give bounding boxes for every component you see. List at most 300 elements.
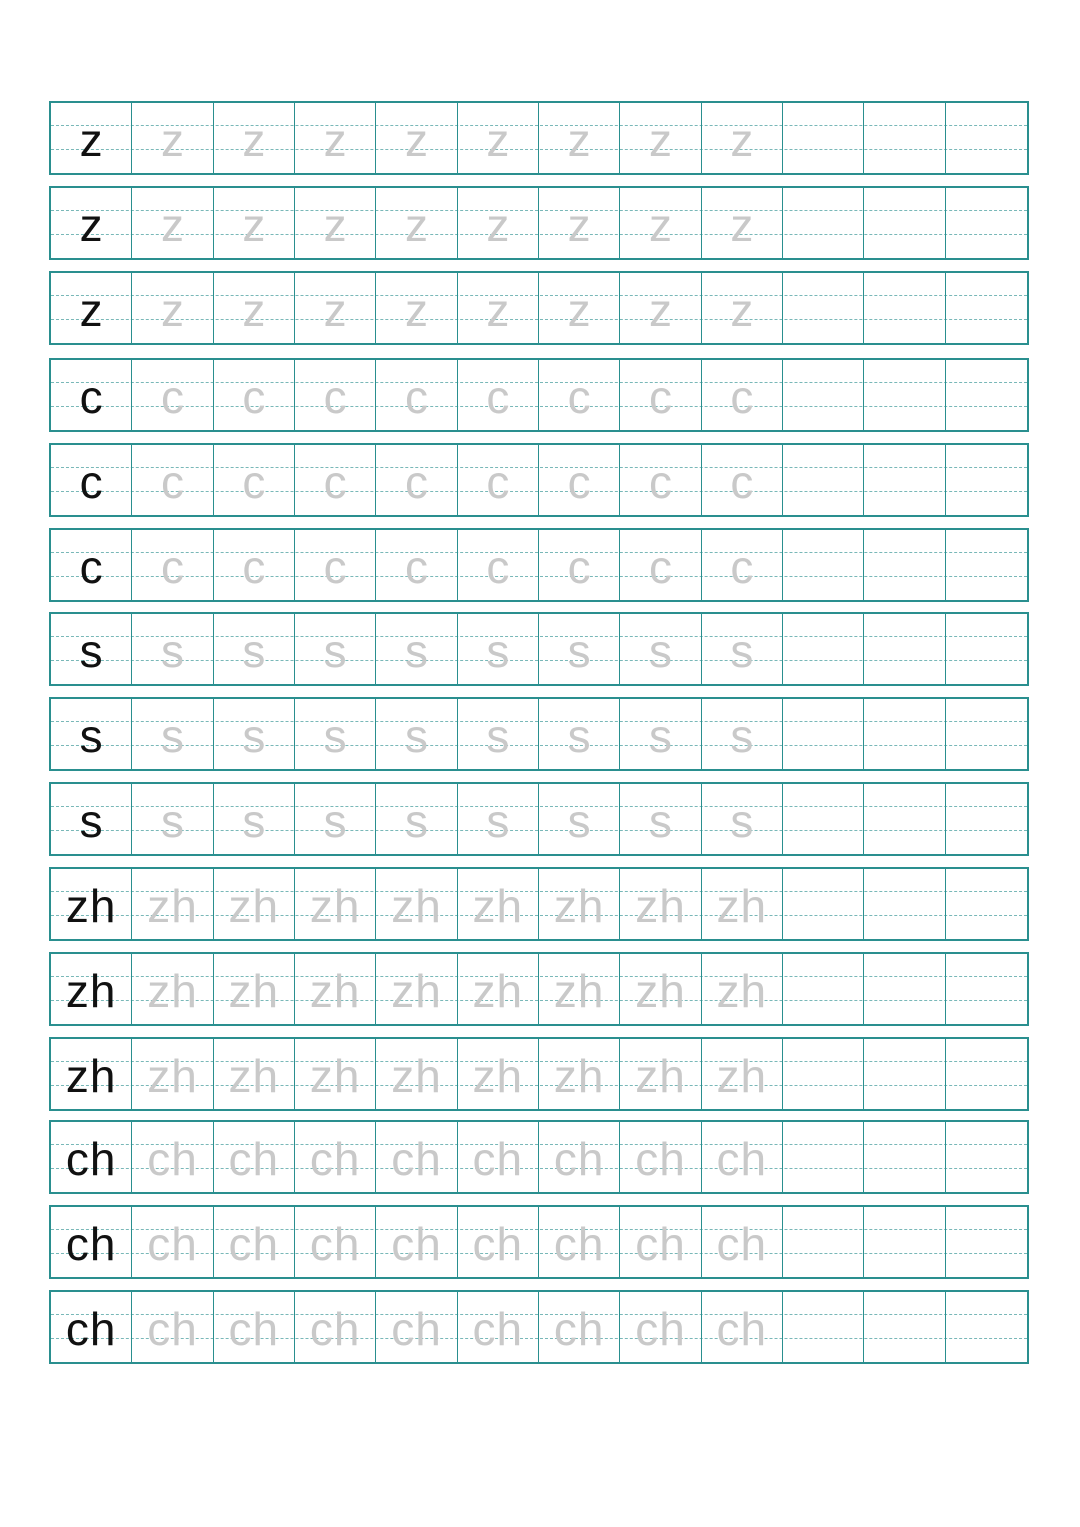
trace-letter: c xyxy=(160,456,184,508)
trace-letter: ch xyxy=(391,1133,442,1185)
blank-writing-cell[interactable] xyxy=(864,273,945,343)
trace-letter: z xyxy=(242,284,266,336)
trace-letter-cell[interactable] xyxy=(376,445,457,515)
trace-letter-cell[interactable] xyxy=(702,188,783,258)
blank-writing-cell[interactable] xyxy=(864,1292,945,1362)
trace-letter-cell[interactable] xyxy=(458,954,539,1024)
trace-letter: s xyxy=(567,795,591,847)
trace-letter: zh xyxy=(228,880,280,932)
practice-row xyxy=(49,1120,1029,1194)
blank-writing-cell[interactable] xyxy=(783,445,864,515)
practice-row xyxy=(49,186,1029,260)
trace-letter: zh xyxy=(553,1050,605,1102)
blank-writing-cell[interactable] xyxy=(783,273,864,343)
trace-letter: s xyxy=(567,710,591,762)
trace-letter-cell[interactable] xyxy=(620,445,701,515)
trace-letter-cell[interactable] xyxy=(620,273,701,343)
trace-letter: s xyxy=(323,710,347,762)
trace-letter: zh xyxy=(147,965,198,1017)
trace-letter-cell[interactable] xyxy=(376,103,457,173)
blank-writing-cell[interactable] xyxy=(864,103,945,173)
trace-letter-cell[interactable] xyxy=(458,1122,539,1192)
trace-letter-cell[interactable] xyxy=(295,1122,376,1192)
blank-writing-cell[interactable] xyxy=(946,869,1027,939)
model-letter: s xyxy=(79,710,103,762)
trace-letter-cell[interactable] xyxy=(376,273,457,343)
trace-letter: ch xyxy=(391,1218,442,1270)
blank-writing-cell[interactable] xyxy=(946,1039,1027,1109)
trace-letter-cell[interactable] xyxy=(702,273,783,343)
trace-letter-cell[interactable] xyxy=(458,188,539,258)
trace-letter-cell[interactable] xyxy=(458,445,539,515)
blank-writing-cell[interactable] xyxy=(946,1207,1027,1277)
trace-letter-cell[interactable] xyxy=(132,1292,213,1362)
trace-letter-cell[interactable] xyxy=(132,360,213,430)
blank-writing-cell[interactable] xyxy=(946,784,1027,854)
trace-letter-cell[interactable] xyxy=(539,273,620,343)
blank-writing-cell[interactable] xyxy=(783,699,864,769)
blank-writing-cell[interactable] xyxy=(783,869,864,939)
trace-letter-cell[interactable] xyxy=(132,273,213,343)
trace-letter-cell[interactable] xyxy=(376,188,457,258)
trace-letter: c xyxy=(323,456,347,508)
model-letter-cell xyxy=(51,699,132,769)
blank-writing-cell[interactable] xyxy=(946,699,1027,769)
trace-letter: c xyxy=(160,541,184,593)
trace-letter: c xyxy=(242,541,266,593)
trace-letter-cell[interactable] xyxy=(376,954,457,1024)
trace-letter: s xyxy=(486,625,510,677)
trace-letter: z xyxy=(160,284,184,336)
trace-letter: z xyxy=(242,199,266,251)
trace-letter-cell[interactable] xyxy=(295,1207,376,1277)
trace-letter-cell[interactable] xyxy=(214,273,295,343)
trace-letter-cell[interactable] xyxy=(702,1039,783,1109)
trace-letter-cell[interactable] xyxy=(295,699,376,769)
blank-writing-cell[interactable] xyxy=(864,1122,945,1192)
trace-letter-cell[interactable] xyxy=(376,784,457,854)
trace-letter: zh xyxy=(228,965,280,1017)
trace-letter-cell[interactable] xyxy=(458,530,539,600)
trace-letter-cell[interactable] xyxy=(539,784,620,854)
trace-letter: c xyxy=(160,371,184,423)
trace-letter-cell[interactable] xyxy=(620,188,701,258)
blank-writing-cell[interactable] xyxy=(864,614,945,684)
trace-letter-cell[interactable] xyxy=(132,188,213,258)
blank-writing-cell[interactable] xyxy=(783,954,864,1024)
trace-letter: zh xyxy=(472,1050,524,1102)
blank-writing-cell[interactable] xyxy=(946,360,1027,430)
model-letter-cell xyxy=(51,614,132,684)
trace-letter-cell[interactable] xyxy=(539,869,620,939)
trace-letter-cell[interactable] xyxy=(702,614,783,684)
trace-letter-cell[interactable] xyxy=(376,1292,457,1362)
blank-writing-cell[interactable] xyxy=(864,869,945,939)
model-letter: ch xyxy=(65,1218,117,1270)
trace-letter-cell[interactable] xyxy=(539,445,620,515)
model-letter-cell xyxy=(51,445,132,515)
trace-letter-cell[interactable] xyxy=(132,699,213,769)
trace-letter: z xyxy=(486,114,510,166)
trace-letter-cell[interactable] xyxy=(132,784,213,854)
blank-writing-cell[interactable] xyxy=(946,103,1027,173)
model-letter: z xyxy=(79,284,103,336)
trace-letter: z xyxy=(323,114,347,166)
model-letter: z xyxy=(79,114,103,166)
trace-letter-cell[interactable] xyxy=(702,1122,783,1192)
trace-letter-cell[interactable] xyxy=(295,869,376,939)
trace-letter: z xyxy=(160,114,184,166)
trace-letter-cell[interactable] xyxy=(214,784,295,854)
model-letter-cell xyxy=(51,1292,132,1362)
trace-letter: zh xyxy=(309,880,361,932)
trace-letter: zh xyxy=(309,1050,361,1102)
trace-letter: c xyxy=(242,456,266,508)
trace-letter: s xyxy=(160,795,184,847)
blank-writing-cell[interactable] xyxy=(864,699,945,769)
trace-letter-cell[interactable] xyxy=(295,784,376,854)
trace-letter-cell[interactable] xyxy=(214,530,295,600)
trace-letter-cell[interactable] xyxy=(376,699,457,769)
trace-letter-cell[interactable] xyxy=(702,699,783,769)
blank-writing-cell[interactable] xyxy=(946,273,1027,343)
blank-writing-cell[interactable] xyxy=(864,530,945,600)
blank-writing-cell[interactable] xyxy=(864,360,945,430)
trace-letter-cell[interactable] xyxy=(702,869,783,939)
trace-letter: zh xyxy=(553,965,605,1017)
trace-letter-cell[interactable] xyxy=(702,103,783,173)
trace-letter: zh xyxy=(391,1050,442,1102)
trace-letter-cell[interactable] xyxy=(295,1292,376,1362)
blank-writing-cell[interactable] xyxy=(783,784,864,854)
trace-letter-cell[interactable] xyxy=(132,954,213,1024)
trace-letter-cell[interactable] xyxy=(458,1039,539,1109)
trace-letter: c xyxy=(404,541,428,593)
trace-letter: ch xyxy=(309,1133,361,1185)
trace-letter-cell[interactable] xyxy=(539,1207,620,1277)
trace-letter-cell[interactable] xyxy=(295,103,376,173)
trace-letter: zh xyxy=(635,965,686,1017)
trace-letter-cell[interactable] xyxy=(132,445,213,515)
trace-letter-cell[interactable] xyxy=(214,1207,295,1277)
trace-letter-cell[interactable] xyxy=(458,273,539,343)
trace-letter-cell[interactable] xyxy=(132,869,213,939)
trace-letter: ch xyxy=(635,1303,686,1355)
trace-letter: s xyxy=(242,710,266,762)
trace-letter-cell[interactable] xyxy=(539,103,620,173)
practice-row xyxy=(49,101,1029,175)
trace-letter-cell[interactable] xyxy=(539,1039,620,1109)
model-letter-cell xyxy=(51,188,132,258)
trace-letter: s xyxy=(160,625,184,677)
trace-letter: zh xyxy=(147,1050,198,1102)
trace-letter-cell[interactable] xyxy=(539,360,620,430)
trace-letter: z xyxy=(323,284,347,336)
trace-letter-cell[interactable] xyxy=(702,1207,783,1277)
blank-writing-cell[interactable] xyxy=(783,614,864,684)
trace-letter-cell[interactable] xyxy=(458,103,539,173)
trace-letter-cell[interactable] xyxy=(295,188,376,258)
letter-group-ch xyxy=(49,1120,1029,1364)
trace-letter-cell[interactable] xyxy=(620,1292,701,1362)
trace-letter-cell[interactable] xyxy=(376,1122,457,1192)
trace-letter-cell[interactable] xyxy=(702,784,783,854)
practice-row xyxy=(49,528,1029,602)
blank-writing-cell[interactable] xyxy=(946,188,1027,258)
trace-letter-cell[interactable] xyxy=(620,869,701,939)
blank-writing-cell[interactable] xyxy=(946,1292,1027,1362)
blank-writing-cell[interactable] xyxy=(783,530,864,600)
model-letter: ch xyxy=(65,1133,117,1185)
trace-letter-cell[interactable] xyxy=(132,1122,213,1192)
trace-letter-cell[interactable] xyxy=(539,1122,620,1192)
trace-letter-cell[interactable] xyxy=(214,954,295,1024)
blank-writing-cell[interactable] xyxy=(946,445,1027,515)
trace-letter-cell[interactable] xyxy=(702,530,783,600)
model-letter-cell xyxy=(51,103,132,173)
model-letter-cell xyxy=(51,784,132,854)
trace-letter: z xyxy=(404,114,428,166)
trace-letter: zh xyxy=(228,1050,280,1102)
model-letter-cell xyxy=(51,1207,132,1277)
trace-letter-cell[interactable] xyxy=(295,273,376,343)
practice-row xyxy=(49,697,1029,771)
trace-letter-cell[interactable] xyxy=(132,1207,213,1277)
trace-letter: ch xyxy=(635,1133,686,1185)
trace-letter: ch xyxy=(147,1133,198,1185)
trace-letter: ch xyxy=(309,1303,361,1355)
trace-letter: z xyxy=(567,199,591,251)
trace-letter-cell[interactable] xyxy=(458,360,539,430)
trace-letter-cell[interactable] xyxy=(214,1122,295,1192)
trace-letter: s xyxy=(323,795,347,847)
trace-letter: z xyxy=(648,199,672,251)
trace-letter-cell[interactable] xyxy=(132,614,213,684)
trace-letter: zh xyxy=(716,965,768,1017)
blank-writing-cell[interactable] xyxy=(783,103,864,173)
blank-writing-cell[interactable] xyxy=(864,1039,945,1109)
trace-letter: zh xyxy=(391,880,442,932)
blank-writing-cell[interactable] xyxy=(864,1207,945,1277)
trace-letter-cell[interactable] xyxy=(295,445,376,515)
trace-letter: ch xyxy=(391,1303,442,1355)
trace-letter-cell[interactable] xyxy=(214,360,295,430)
trace-letter-cell[interactable] xyxy=(539,699,620,769)
trace-letter: zh xyxy=(553,880,605,932)
trace-letter-cell[interactable] xyxy=(132,530,213,600)
trace-letter: z xyxy=(730,114,754,166)
blank-writing-cell[interactable] xyxy=(864,954,945,1024)
trace-letter-cell[interactable] xyxy=(458,614,539,684)
blank-writing-cell[interactable] xyxy=(946,614,1027,684)
practice-row xyxy=(49,952,1029,1026)
trace-letter: zh xyxy=(391,965,442,1017)
trace-letter-cell[interactable] xyxy=(295,360,376,430)
trace-letter: zh xyxy=(716,1050,768,1102)
trace-letter: c xyxy=(486,371,510,423)
model-letter: zh xyxy=(65,965,117,1017)
trace-letter-cell[interactable] xyxy=(458,869,539,939)
practice-row xyxy=(49,1290,1029,1364)
model-letter: ch xyxy=(65,1303,117,1355)
trace-letter-cell[interactable] xyxy=(702,1292,783,1362)
trace-letter: z xyxy=(567,114,591,166)
model-letter: zh xyxy=(65,880,117,932)
trace-letter-cell[interactable] xyxy=(539,1292,620,1362)
trace-letter-cell[interactable] xyxy=(295,1039,376,1109)
model-letter-cell xyxy=(51,1122,132,1192)
model-letter: c xyxy=(79,371,103,423)
blank-writing-cell[interactable] xyxy=(946,954,1027,1024)
blank-writing-cell[interactable] xyxy=(946,530,1027,600)
trace-letter: c xyxy=(648,371,672,423)
blank-writing-cell[interactable] xyxy=(783,1207,864,1277)
model-letter-cell xyxy=(51,530,132,600)
trace-letter: s xyxy=(486,795,510,847)
trace-letter-cell[interactable] xyxy=(295,614,376,684)
trace-letter: s xyxy=(730,625,754,677)
model-letter: c xyxy=(79,456,103,508)
practice-row xyxy=(49,358,1029,432)
trace-letter: c xyxy=(486,456,510,508)
trace-letter-cell[interactable] xyxy=(214,188,295,258)
trace-letter: s xyxy=(648,625,672,677)
trace-letter: ch xyxy=(553,1218,605,1270)
trace-letter-cell[interactable] xyxy=(458,784,539,854)
trace-letter-cell[interactable] xyxy=(539,954,620,1024)
trace-letter-cell[interactable] xyxy=(620,699,701,769)
blank-writing-cell[interactable] xyxy=(864,188,945,258)
blank-writing-cell[interactable] xyxy=(783,1292,864,1362)
blank-writing-cell[interactable] xyxy=(783,1039,864,1109)
practice-row xyxy=(49,1205,1029,1279)
trace-letter-cell[interactable] xyxy=(214,103,295,173)
trace-letter-cell[interactable] xyxy=(132,103,213,173)
trace-letter: ch xyxy=(228,1133,280,1185)
trace-letter: z xyxy=(242,114,266,166)
trace-letter: ch xyxy=(472,1303,524,1355)
trace-letter: zh xyxy=(472,880,524,932)
trace-letter: zh xyxy=(147,880,198,932)
trace-letter-cell[interactable] xyxy=(458,1292,539,1362)
trace-letter: s xyxy=(242,625,266,677)
trace-letter-cell[interactable] xyxy=(376,869,457,939)
trace-letter-cell[interactable] xyxy=(702,954,783,1024)
trace-letter-cell[interactable] xyxy=(376,1039,457,1109)
trace-letter-cell[interactable] xyxy=(376,530,457,600)
trace-letter: s xyxy=(730,795,754,847)
trace-letter: s xyxy=(242,795,266,847)
trace-letter: z xyxy=(404,199,428,251)
trace-letter-cell[interactable] xyxy=(376,1207,457,1277)
trace-letter-cell[interactable] xyxy=(702,445,783,515)
trace-letter-cell[interactable] xyxy=(620,614,701,684)
trace-letter: c xyxy=(730,541,754,593)
blank-writing-cell[interactable] xyxy=(783,188,864,258)
trace-letter-cell[interactable] xyxy=(214,614,295,684)
trace-letter-cell[interactable] xyxy=(214,699,295,769)
trace-letter-cell[interactable] xyxy=(376,614,457,684)
trace-letter: ch xyxy=(228,1303,280,1355)
trace-letter-cell[interactable] xyxy=(376,360,457,430)
trace-letter: c xyxy=(648,456,672,508)
trace-letter-cell[interactable] xyxy=(620,1122,701,1192)
trace-letter: z xyxy=(567,284,591,336)
trace-letter: s xyxy=(648,710,672,762)
trace-letter: s xyxy=(567,625,591,677)
trace-letter: ch xyxy=(716,1303,768,1355)
trace-letter: c xyxy=(648,541,672,593)
trace-letter-cell[interactable] xyxy=(295,954,376,1024)
trace-letter: c xyxy=(567,456,591,508)
trace-letter-cell[interactable] xyxy=(620,954,701,1024)
trace-letter: zh xyxy=(635,880,686,932)
trace-letter-cell[interactable] xyxy=(620,360,701,430)
trace-letter: c xyxy=(730,456,754,508)
blank-writing-cell[interactable] xyxy=(783,360,864,430)
trace-letter: c xyxy=(323,541,347,593)
trace-letter-cell[interactable] xyxy=(214,869,295,939)
trace-letter: c xyxy=(567,371,591,423)
trace-letter: z xyxy=(730,284,754,336)
model-letter-cell xyxy=(51,954,132,1024)
trace-letter-cell[interactable] xyxy=(620,1207,701,1277)
trace-letter-cell[interactable] xyxy=(539,188,620,258)
trace-letter-cell[interactable] xyxy=(539,530,620,600)
trace-letter-cell[interactable] xyxy=(458,699,539,769)
trace-letter: z xyxy=(486,284,510,336)
trace-letter-cell[interactable] xyxy=(620,1039,701,1109)
blank-writing-cell[interactable] xyxy=(864,445,945,515)
trace-letter: z xyxy=(730,199,754,251)
trace-letter: c xyxy=(323,371,347,423)
trace-letter: c xyxy=(404,456,428,508)
letter-group-s xyxy=(49,612,1029,856)
trace-letter: zh xyxy=(309,965,361,1017)
trace-letter: c xyxy=(404,371,428,423)
trace-letter: ch xyxy=(147,1218,198,1270)
practice-row xyxy=(49,782,1029,856)
trace-letter: z xyxy=(404,284,428,336)
trace-letter: zh xyxy=(716,880,768,932)
trace-letter-cell[interactable] xyxy=(458,1207,539,1277)
trace-letter: s xyxy=(730,710,754,762)
model-letter: s xyxy=(79,795,103,847)
trace-letter-cell[interactable] xyxy=(539,614,620,684)
trace-letter-cell[interactable] xyxy=(132,1039,213,1109)
trace-letter-cell[interactable] xyxy=(214,1039,295,1109)
trace-letter-cell[interactable] xyxy=(620,784,701,854)
trace-letter-cell[interactable] xyxy=(620,530,701,600)
trace-letter-cell[interactable] xyxy=(620,103,701,173)
trace-letter-cell[interactable] xyxy=(702,360,783,430)
blank-writing-cell[interactable] xyxy=(946,1122,1027,1192)
blank-writing-cell[interactable] xyxy=(783,1122,864,1192)
trace-letter-cell[interactable] xyxy=(214,1292,295,1362)
practice-row xyxy=(49,867,1029,941)
practice-row xyxy=(49,612,1029,686)
blank-writing-cell[interactable] xyxy=(864,784,945,854)
trace-letter: s xyxy=(486,710,510,762)
trace-letter-cell[interactable] xyxy=(214,445,295,515)
model-letter-cell xyxy=(51,273,132,343)
trace-letter: s xyxy=(404,795,428,847)
trace-letter: z xyxy=(323,199,347,251)
trace-letter-cell[interactable] xyxy=(295,530,376,600)
model-letter: z xyxy=(79,199,103,251)
trace-letter: z xyxy=(160,199,184,251)
trace-letter: ch xyxy=(716,1133,768,1185)
